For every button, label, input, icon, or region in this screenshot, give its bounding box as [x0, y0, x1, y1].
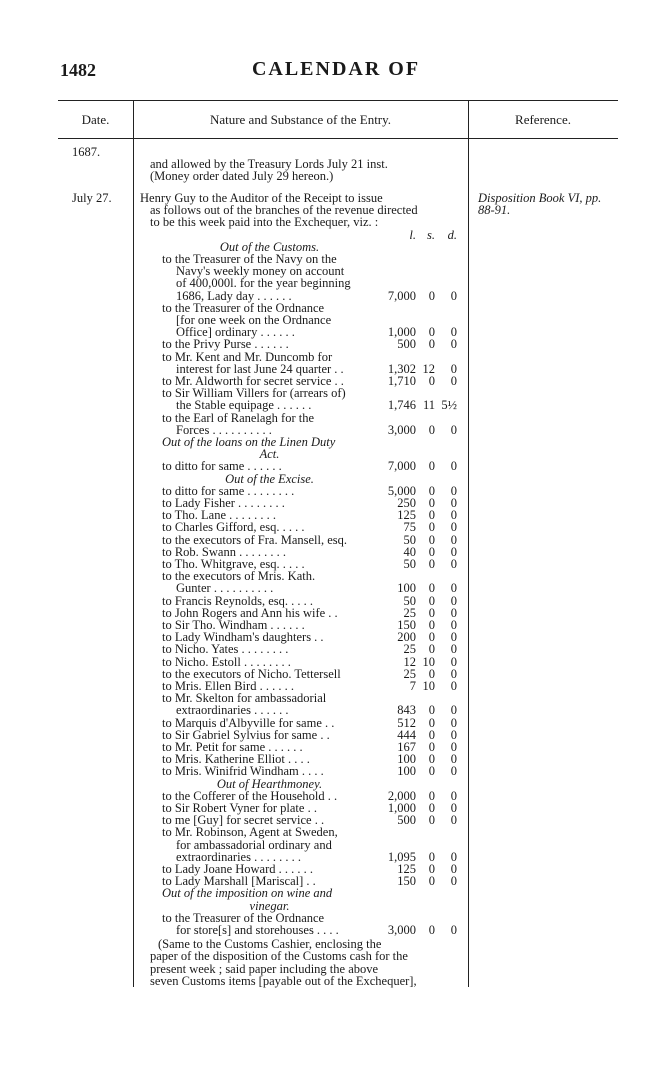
- amount-pounds: 75: [403, 520, 416, 535]
- amount-pounds: 512: [397, 715, 416, 730]
- amount-shillings: 0: [428, 422, 435, 437]
- amount-pounds: 50: [403, 593, 416, 608]
- amount-pence: 0: [450, 422, 457, 437]
- amount-shillings: 0: [428, 325, 435, 340]
- amount-shillings: 0: [428, 630, 435, 645]
- amount-pence: 0: [450, 532, 457, 547]
- section-heading: vinegar.: [249, 898, 290, 913]
- item-text: to the Privy Purse . . . . . .: [162, 337, 289, 352]
- item-text: to Rob. Swann . . . . . . . .: [162, 544, 286, 559]
- amount-pounds: 12: [403, 654, 416, 669]
- amount-pence: 0: [450, 654, 457, 669]
- amount-shillings: 0: [428, 849, 435, 864]
- amount-pence: 0: [450, 557, 457, 571]
- amount-pounds: 50: [403, 557, 416, 571]
- amount-pence: 0: [450, 923, 457, 937]
- item-text: to Sir Gabriel Sylvius for same . .: [162, 727, 330, 742]
- amount-pence: 0: [450, 679, 457, 693]
- amount-shillings: 0: [428, 618, 435, 632]
- entry-date: July 27.: [72, 191, 112, 205]
- item-text: extraordinaries . . . . . .: [176, 703, 289, 718]
- column-header-date: Date.: [81, 112, 110, 127]
- amount-pence: 0: [450, 459, 457, 474]
- amount-pounds: 1,302: [387, 361, 416, 376]
- amount-pounds: 25: [403, 605, 416, 620]
- item-text: to John Rogers and Ann his wife . .: [162, 605, 338, 620]
- amount-pence: 0: [450, 337, 457, 352]
- money-header-pence: d.: [447, 227, 457, 242]
- amount-shillings: 11: [422, 398, 435, 413]
- amount-pence: 0: [450, 764, 457, 779]
- item-text: Office] ordinary . . . . . .: [176, 325, 295, 340]
- item-text: to the executors of Fra. Mansell, esq.: [162, 532, 348, 547]
- amount-pounds: 3,000: [387, 422, 416, 437]
- amount-pence: 0: [450, 618, 457, 632]
- amount-shillings: 0: [428, 788, 435, 803]
- entry-intro-line: Henry Guy to the Auditor of the Receipt to issue: [140, 191, 383, 205]
- item-text: to me [Guy] for secret service . .: [162, 813, 325, 828]
- item-text: to the executors of Nicho. Tettersell: [162, 666, 341, 681]
- amount-shillings: 0: [428, 874, 435, 889]
- amount-pence: 0: [450, 642, 457, 657]
- amount-pence: 0: [450, 508, 457, 523]
- item-text: to Mris. Winifrid Windham . . . .: [162, 764, 324, 779]
- item-text: the Stable equipage . . . . . .: [176, 398, 312, 413]
- amount-pence: 0: [450, 666, 457, 681]
- year-marker: 1687.: [72, 145, 101, 159]
- table-header-rule: [58, 138, 618, 139]
- amount-shillings: 0: [428, 374, 435, 388]
- amount-pence: 0: [450, 874, 457, 889]
- item-text: to the executors of Mris. Kath.: [162, 569, 316, 584]
- amount-shillings: 0: [428, 666, 435, 681]
- section-heading: Out of Hearthmoney.: [216, 776, 323, 791]
- amount-pounds: 100: [397, 581, 416, 596]
- section-heading: Out of the Excise.: [225, 471, 314, 486]
- amount-pounds: 1,000: [387, 325, 416, 340]
- amount-shillings: 0: [428, 544, 435, 559]
- item-text: to Lady Marshall [Mariscal] . .: [162, 874, 316, 889]
- amount-pounds: 125: [397, 508, 416, 523]
- amount-pounds: 250: [397, 496, 416, 510]
- amount-pounds: 125: [397, 862, 416, 876]
- item-text: 1686, Lady day . . . . . .: [176, 288, 292, 303]
- section-heading: Out of the Customs.: [219, 239, 320, 254]
- amount-pounds: 1,710: [387, 374, 416, 388]
- amount-pence: 0: [450, 801, 457, 815]
- amount-pence: 0: [450, 544, 457, 559]
- amount-pence: 0: [450, 325, 457, 340]
- item-text: to ditto for same . . . . . . . .: [162, 483, 295, 498]
- amount-pence: 0: [450, 813, 457, 828]
- amount-pounds: 100: [397, 752, 416, 767]
- amount-shillings: 0: [428, 337, 435, 352]
- amount-pence: 0: [450, 496, 457, 510]
- item-text: to Charles Gifford, esq. . . . .: [162, 520, 305, 535]
- amount-shillings: 0: [428, 764, 435, 779]
- item-text: to the Earl of Ranelagh for the: [162, 410, 315, 425]
- amount-shillings: 0: [428, 508, 435, 523]
- item-text: to Mr. Kent and Mr. Duncomb for: [162, 349, 333, 364]
- item-text: for ambassadorial ordinary and: [176, 837, 332, 852]
- item-text: to Mr. Skelton for ambassadorial: [162, 691, 327, 706]
- item-text: for store[s] and storehouses . . . .: [176, 923, 339, 937]
- item-text: to Sir William Villers for (arrears of): [162, 386, 346, 401]
- amount-pounds: 1,746: [387, 398, 416, 413]
- amount-shillings: 0: [428, 923, 435, 937]
- amount-shillings: 10: [422, 654, 435, 669]
- amount-pounds: 167: [397, 740, 416, 754]
- amount-pence: 0: [450, 752, 457, 767]
- item-text: to Sir Robert Vyner for plate . .: [162, 801, 317, 815]
- entry-intro-line: as follows out of the branches of the revenue directed: [150, 203, 418, 218]
- amount-pounds: 25: [403, 666, 416, 681]
- closing-line: (Same to the Customs Cashier, enclosing the: [158, 937, 382, 952]
- closing-line: paper of the disposition of the Customs cash for the: [150, 949, 408, 964]
- amount-shillings: 0: [428, 703, 435, 718]
- amount-shillings: 0: [428, 459, 435, 474]
- item-text: to Mr. Aldworth for secret service . .: [162, 374, 344, 388]
- amount-pounds: 150: [397, 874, 416, 889]
- amount-pence: 0: [450, 740, 457, 754]
- money-header-pounds: l.: [409, 227, 416, 242]
- item-text: to Mris. Katherine Elliot . . . .: [162, 752, 310, 767]
- section-heading: Act.: [259, 447, 280, 462]
- item-text: of 400,000l. for the year beginning: [176, 276, 351, 291]
- item-text: Forces . . . . . . . . . .: [176, 422, 272, 437]
- amount-shillings: 0: [428, 532, 435, 547]
- amount-pence: 0: [450, 361, 457, 376]
- page-number: 1482: [60, 60, 96, 80]
- item-text: Navy's weekly money on account: [176, 264, 345, 279]
- column-divider-right: [468, 100, 469, 987]
- amount-pence: 0: [450, 605, 457, 620]
- amount-shillings: 0: [428, 496, 435, 510]
- item-text: to the Treasurer of the Navy on the: [162, 252, 337, 266]
- item-text: to Mris. Ellen Bird . . . . . .: [162, 679, 294, 693]
- item-text: to Lady Joane Howard . . . . . .: [162, 862, 314, 876]
- amount-pounds: 7: [409, 679, 416, 693]
- amount-pounds: 50: [403, 532, 416, 547]
- item-text: to Lady Windham's daughters . .: [162, 630, 324, 645]
- item-text: to Sir Tho. Windham . . . . . .: [162, 618, 305, 632]
- item-text: extraordinaries . . . . . . . .: [176, 849, 301, 864]
- amount-shillings: 0: [428, 801, 435, 815]
- amount-pounds: 500: [397, 813, 416, 828]
- amount-shillings: 0: [428, 557, 435, 571]
- amount-pounds: 1,000: [387, 801, 416, 815]
- carry-over-line: (Money order dated July 29 hereon.): [150, 169, 334, 184]
- closing-line: present week ; said paper including the above: [150, 961, 379, 976]
- item-text: to Tho. Lane . . . . . . . .: [162, 508, 276, 523]
- amount-pence: 0: [450, 288, 457, 303]
- amount-pence: 0: [450, 374, 457, 388]
- item-text: [for one week on the Ordnance: [176, 313, 332, 327]
- amount-pounds: 25: [403, 642, 416, 657]
- item-text: to Tho. Whitgrave, esq. . . . .: [162, 557, 305, 571]
- amount-pounds: 444: [397, 727, 416, 742]
- amount-shillings: 0: [428, 813, 435, 828]
- amount-pence: 0: [450, 715, 457, 730]
- item-text: to Marquis d'Albyville for same . .: [162, 715, 335, 730]
- amount-shillings: 0: [428, 715, 435, 730]
- amount-pounds: 1,095: [387, 849, 416, 864]
- amount-shillings: 0: [428, 727, 435, 742]
- entry-reference-line: Disposition Book VI, pp.: [478, 191, 602, 205]
- item-text: interest for last June 24 quarter . .: [176, 361, 344, 376]
- amount-pounds: 150: [397, 618, 416, 632]
- amount-shillings: 0: [428, 483, 435, 498]
- amount-pence: 0: [450, 703, 457, 718]
- item-text: to Mr. Petit for same . . . . . .: [162, 740, 303, 754]
- amount-pounds: 200: [397, 630, 416, 645]
- item-text: to Nicho. Yates . . . . . . . .: [162, 642, 289, 657]
- amount-pence: 0: [450, 727, 457, 742]
- amount-shillings: 0: [428, 581, 435, 596]
- amount-pounds: 3,000: [387, 923, 416, 937]
- amount-shillings: 0: [428, 288, 435, 303]
- amount-pence: 0: [450, 593, 457, 608]
- amount-pounds: 5,000: [387, 483, 416, 498]
- column-divider-left: [133, 100, 134, 987]
- amount-pounds: 100: [397, 764, 416, 779]
- amount-shillings: 10: [422, 679, 435, 693]
- amount-pence: 0: [450, 862, 457, 876]
- amount-shillings: 0: [428, 593, 435, 608]
- column-header-reference: Reference.: [515, 112, 571, 127]
- amount-shillings: 0: [428, 862, 435, 876]
- amount-shillings: 0: [428, 740, 435, 754]
- item-text: to ditto for same . . . . . .: [162, 459, 282, 474]
- section-heading: Out of the loans on the Linen Duty: [162, 435, 336, 449]
- running-title: CALENDAR OF: [251, 58, 421, 80]
- amount-pence: 0: [450, 849, 457, 864]
- amount-shillings: 0: [428, 752, 435, 767]
- amount-pence: 0: [450, 788, 457, 803]
- amount-pounds: 2,000: [387, 788, 416, 803]
- amount-pence: 0: [450, 520, 457, 535]
- item-text: Gunter . . . . . . . . . .: [176, 581, 274, 596]
- item-text: to the Treasurer of the Ordnance: [162, 300, 325, 315]
- amount-pence: 0: [450, 581, 457, 596]
- amount-pounds: 500: [397, 337, 416, 352]
- entry-reference-line: 88-91.: [478, 203, 511, 218]
- item-text: to the Cofferer of the Household . .: [162, 788, 338, 803]
- item-text: to Mr. Robinson, Agent at Sweden,: [162, 825, 338, 840]
- table-top-rule: [58, 100, 618, 101]
- section-heading: Out of the imposition on wine and: [162, 886, 333, 901]
- item-text: to Nicho. Estoll . . . . . . . .: [162, 654, 291, 669]
- entry-intro-line: to be this week paid into the Exchequer, viz. :: [150, 215, 379, 230]
- item-text: to Francis Reynolds, esq. . . . .: [162, 593, 314, 608]
- column-header-nature: Nature and Substance of the Entry.: [209, 112, 392, 127]
- amount-pounds: 7,000: [387, 459, 416, 474]
- amount-pounds: 40: [403, 544, 416, 559]
- amount-shillings: 0: [428, 520, 435, 535]
- amount-pence: 0: [450, 630, 457, 645]
- amount-shillings: 0: [428, 605, 435, 620]
- amount-pounds: 843: [397, 703, 416, 718]
- amount-pounds: 7,000: [387, 288, 416, 303]
- money-header-shillings: s.: [427, 227, 435, 242]
- amount-shillings: 12: [422, 361, 435, 376]
- item-text: to Lady Fisher . . . . . . . .: [162, 496, 285, 510]
- amount-pence: 5½: [441, 398, 457, 413]
- carry-over-line: and allowed by the Treasury Lords July 21 inst.: [150, 157, 388, 171]
- amount-shillings: 0: [428, 642, 435, 657]
- item-text: to the Treasurer of the Ordnance: [162, 910, 325, 925]
- amount-pence: 0: [450, 483, 457, 498]
- closing-line: seven Customs items [payable out of the Exchequer],: [150, 973, 417, 988]
